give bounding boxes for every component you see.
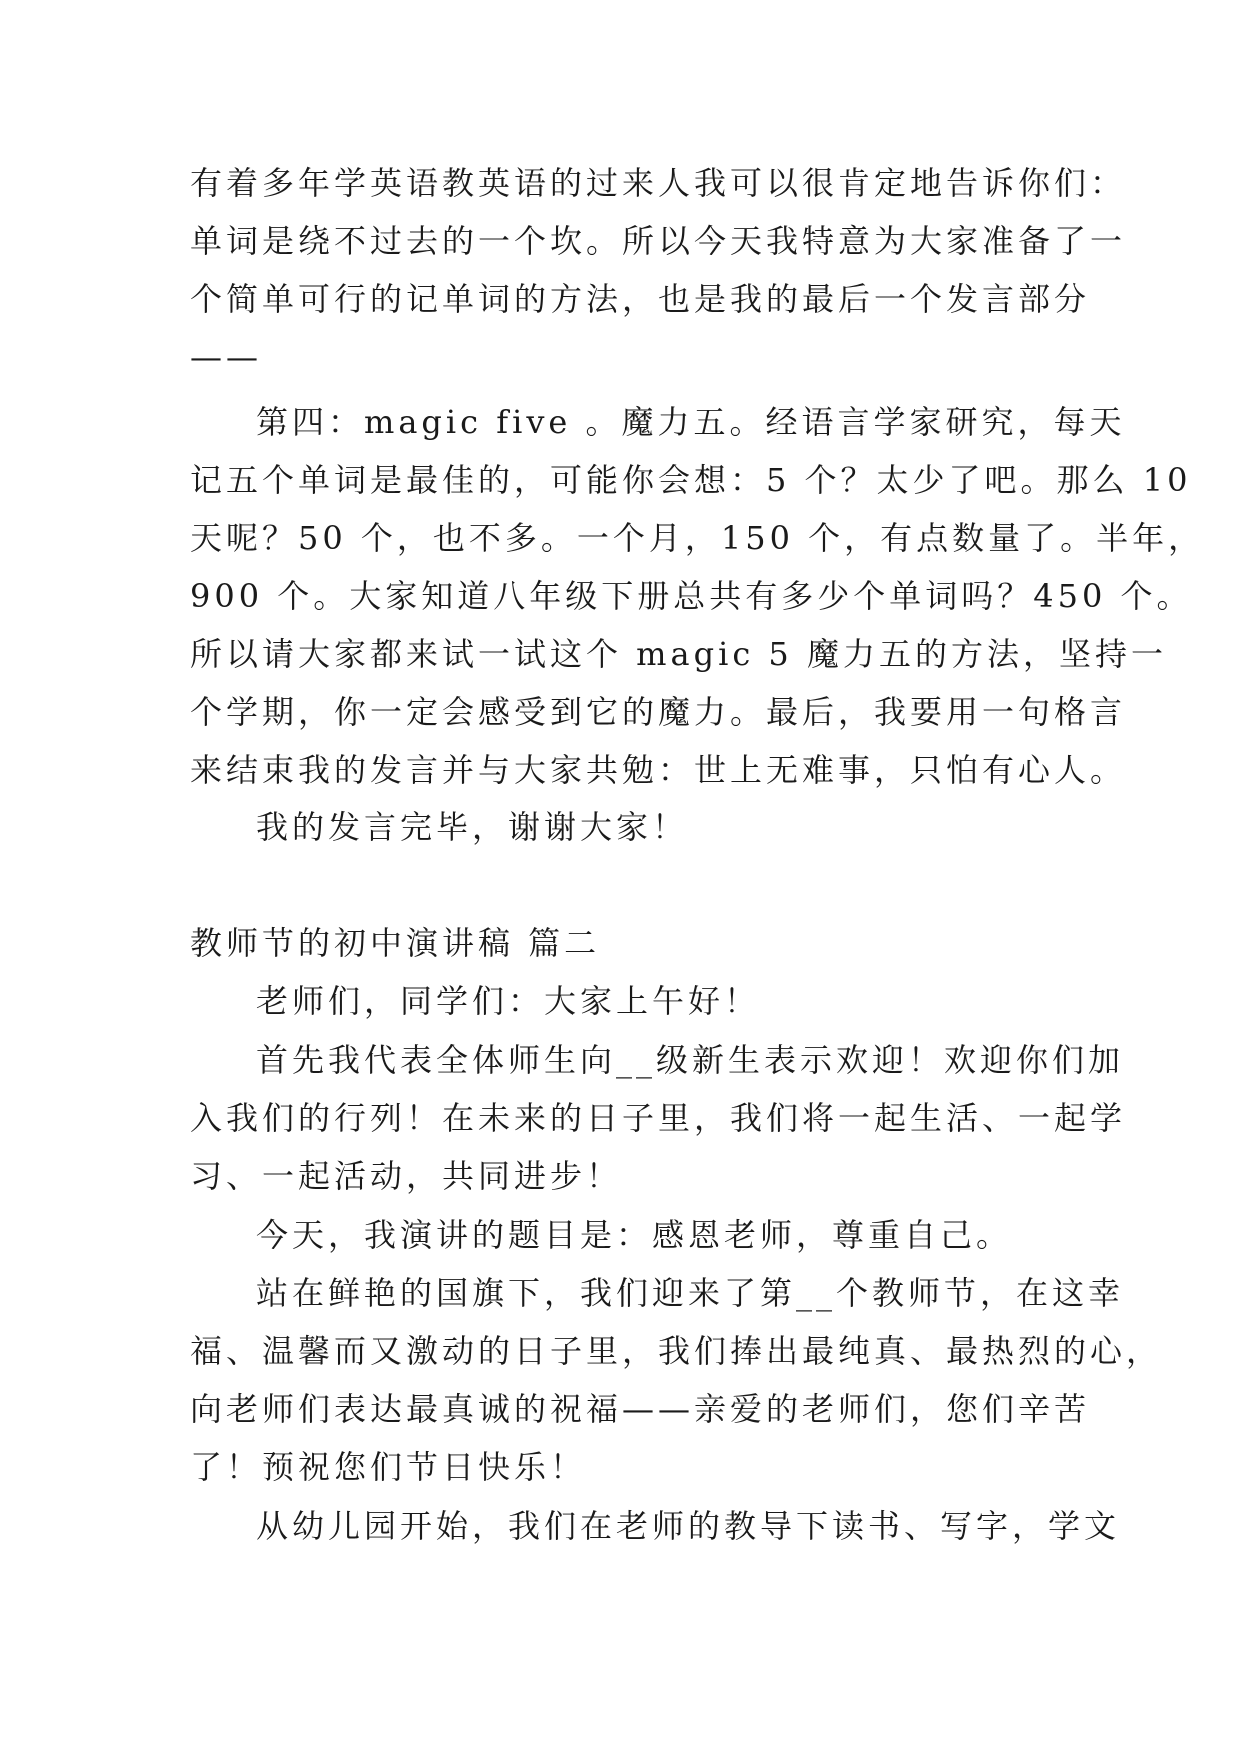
paragraph-line: 老师们，同学们：大家上午好！ bbox=[256, 982, 761, 1020]
paragraph-line: 个简单可行的记单词的方法，也是我的最后一个发言部分 bbox=[190, 280, 1091, 318]
paragraph-line: 我的发言完毕，谢谢大家！ bbox=[256, 808, 689, 846]
paragraph-line: 900 个。大家知道八年级下册总共有多少个单词吗？450 个。 bbox=[190, 577, 1193, 615]
paragraph-line: 天呢？50 个，也不多。一个月，150 个，有点数量了。半年， bbox=[190, 519, 1205, 557]
section-heading: 教师节的初中演讲稿 篇二 bbox=[190, 924, 601, 962]
paragraph-line: 今天，我演讲的题目是：感恩老师，尊重自己。 bbox=[256, 1216, 1013, 1254]
paragraph-line: 站在鲜艳的国旗下，我们迎来了第__个教师节，在这幸 bbox=[256, 1274, 1125, 1312]
paragraph-line: 来结束我的发言并与大家共勉：世上无难事，只怕有心人。 bbox=[190, 751, 1127, 789]
paragraph-line: 从幼儿园开始，我们在老师的教导下读书、写字，学文 bbox=[256, 1507, 1121, 1545]
paragraph-line: 记五个单词是最佳的，可能你会想：5 个？太少了吧。那么 10 bbox=[190, 461, 1192, 499]
paragraph-line: 习、一起活动，共同进步！ bbox=[190, 1157, 623, 1195]
paragraph-line: 了！预祝您们节日快乐！ bbox=[190, 1448, 587, 1486]
paragraph-line: 向老师们表达最真诚的祝福——亲爱的老师们，您们辛苦 bbox=[190, 1390, 1091, 1428]
paragraph-line: 第四：magic five 。魔力五。经语言学家研究，每天 bbox=[256, 403, 1126, 441]
paragraph-line: 所以请大家都来试一试这个 magic 5 魔力五的方法，坚持一 bbox=[190, 635, 1167, 673]
paragraph-line: 首先我代表全体师生向__级新生表示欢迎！欢迎你们加 bbox=[256, 1041, 1125, 1079]
paragraph-line: 入我们的行列！在未来的日子里，我们将一起生活、一起学 bbox=[190, 1099, 1127, 1137]
paragraph-line: 有着多年学英语教英语的过来人我可以很肯定地告诉你们： bbox=[190, 164, 1127, 202]
paragraph-line: 个学期，你一定会感受到它的魔力。最后，我要用一句格言 bbox=[190, 693, 1127, 731]
paragraph-line: 单词是绕不过去的一个坎。所以今天我特意为大家准备了一 bbox=[190, 222, 1127, 260]
paragraph-line: 福、温馨而又激动的日子里，我们捧出最纯真、最热烈的心， bbox=[190, 1332, 1163, 1370]
paragraph-line: —— bbox=[190, 338, 262, 376]
